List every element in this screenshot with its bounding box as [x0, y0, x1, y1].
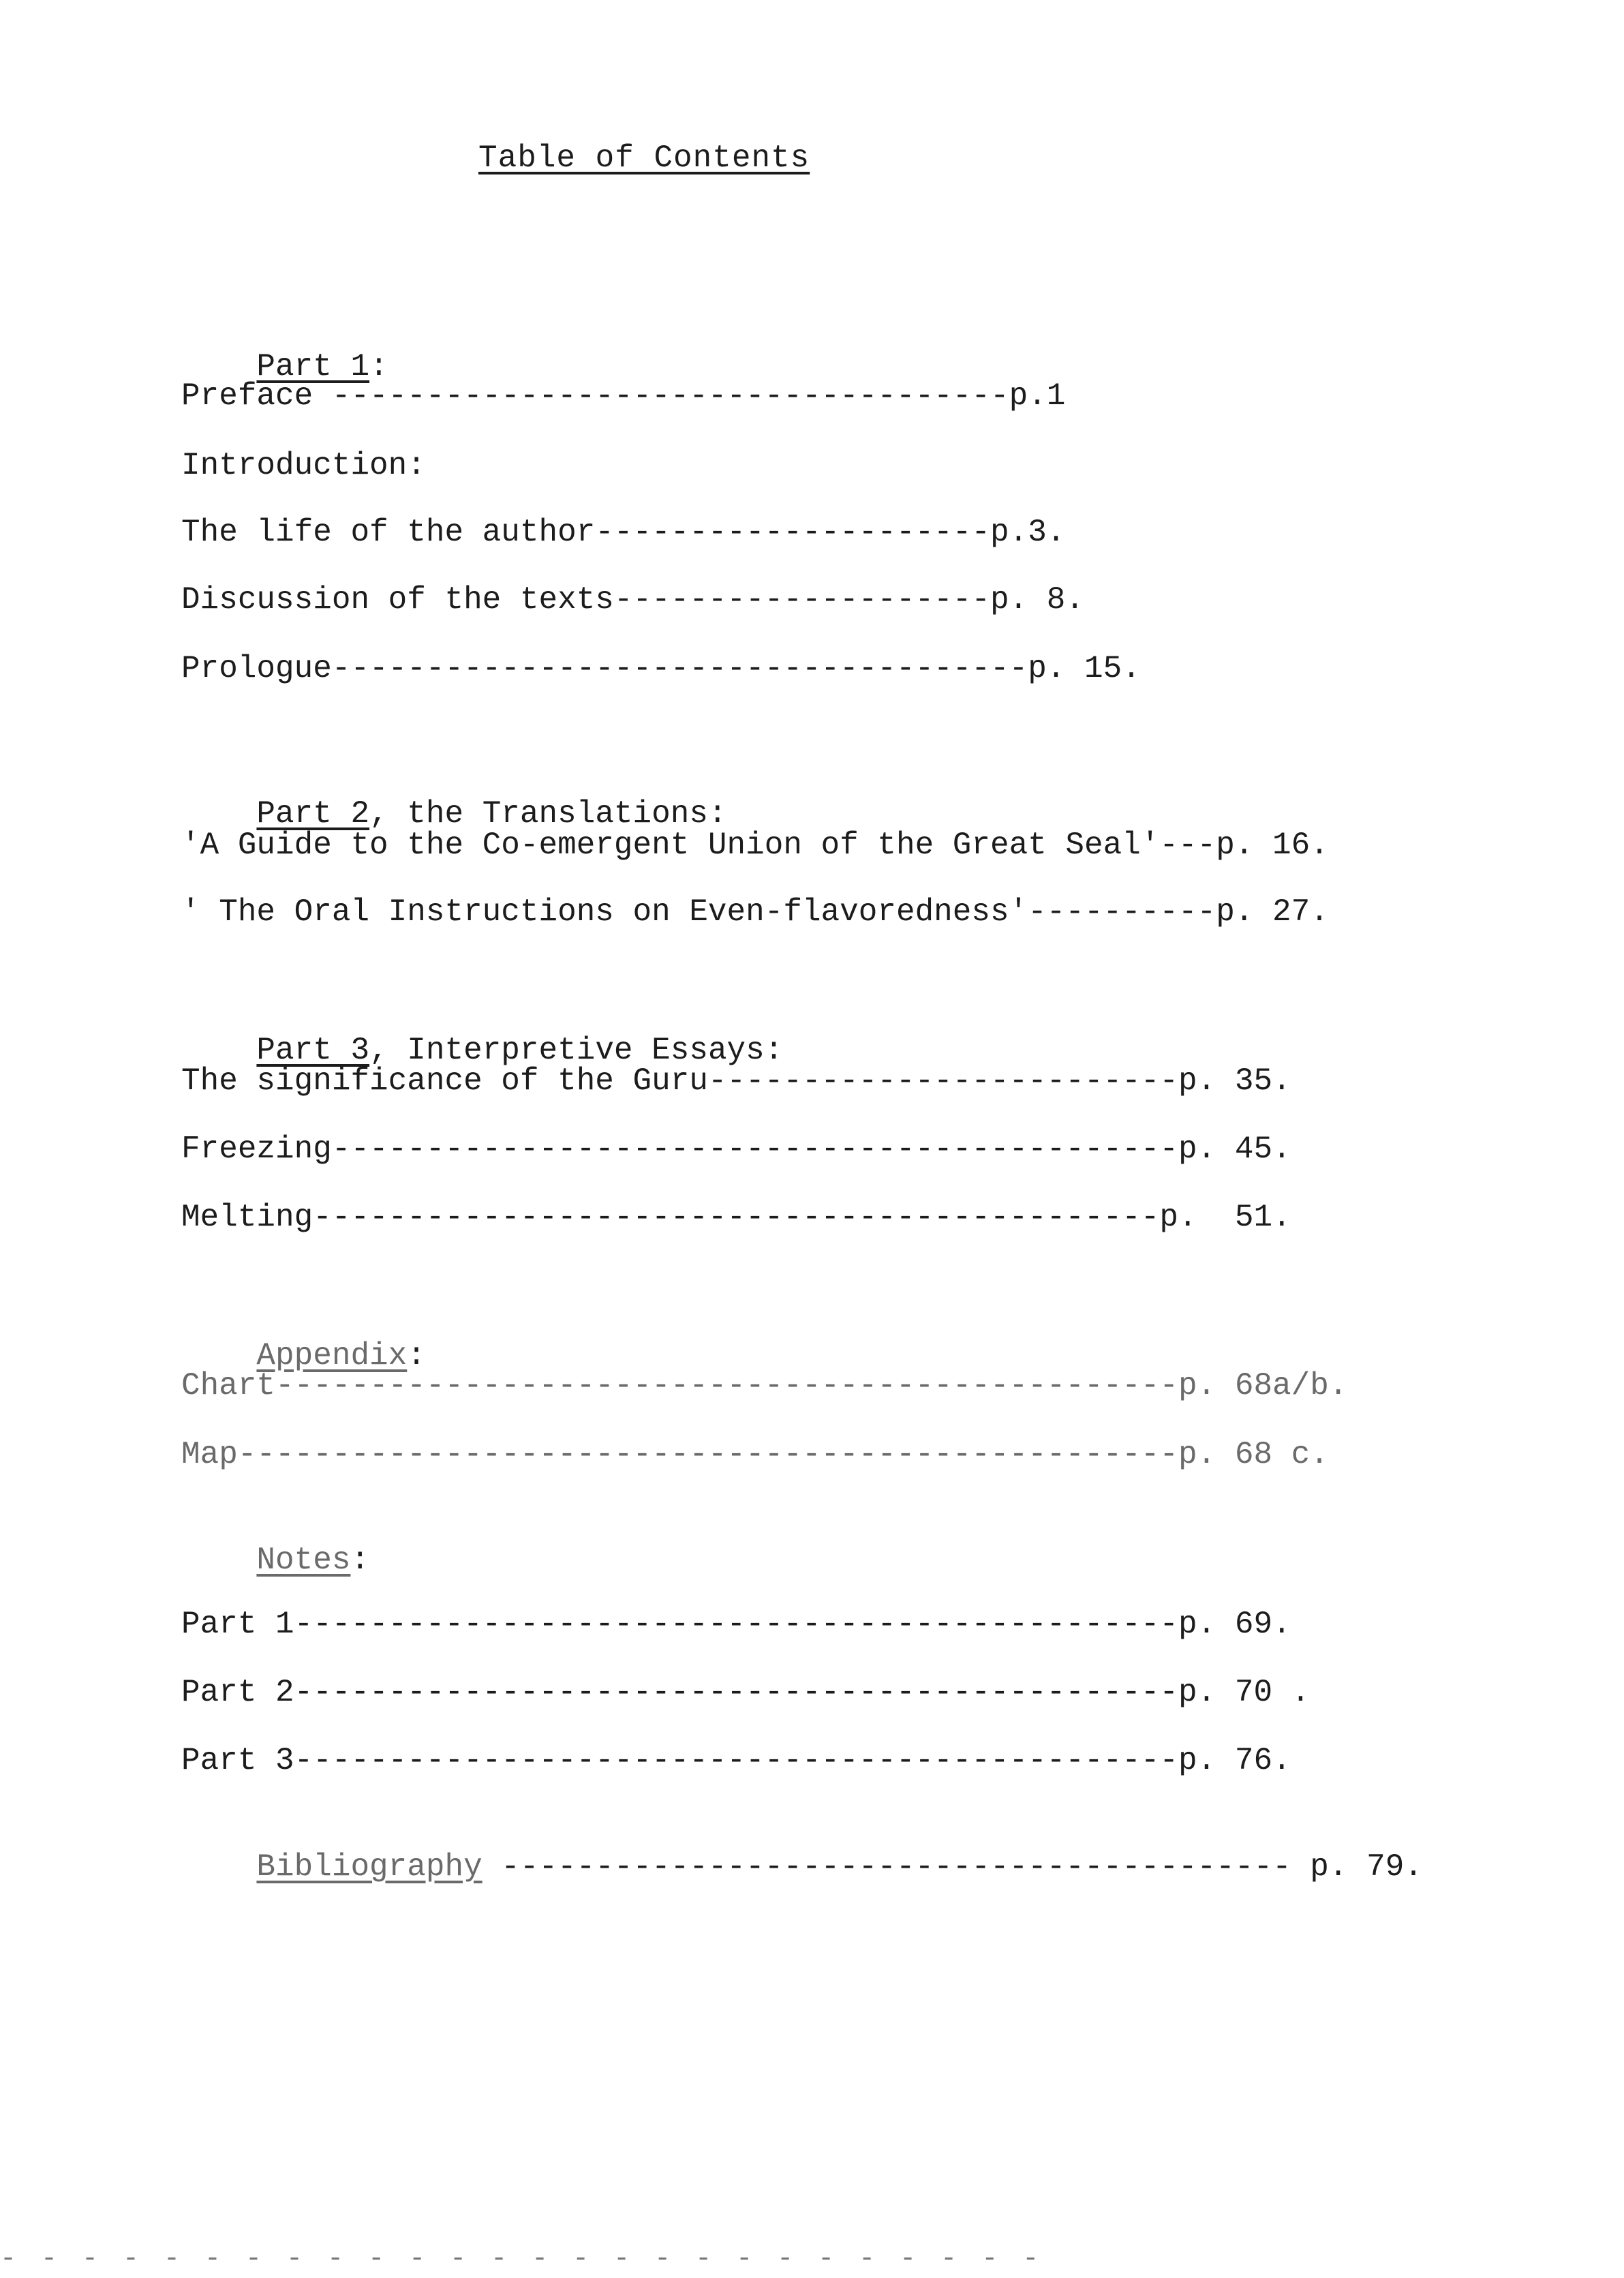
part-2-heading-suffix: , the Translations:	[369, 796, 727, 832]
toc-entry-guide: 'A Guide to the Co-emergent Union of the Great Seal'---p. 16.	[181, 827, 1329, 863]
toc-entry-oral-instructions: ' The Oral Instructions on Even-flavoredness'----------p. 27.	[181, 894, 1329, 930]
toc-entry-preface: Preface ------------------------------------p.1	[181, 378, 1066, 414]
appendix-heading-label: Appendix	[256, 1338, 408, 1373]
toc-entry-map: Map--------------------------------------------------p. 68 c.	[181, 1437, 1329, 1472]
notes-heading	[181, 1503, 369, 1618]
notes-heading-label: Notes	[256, 1543, 351, 1578]
toc-entry-introduction: Introduction:	[181, 448, 426, 483]
toc-entry-prologue: Prologue-------------------------------------p. 15.	[181, 651, 1141, 686]
toc-entry-freezing: Freezing---------------------------------------------p. 45.	[181, 1132, 1291, 1167]
toc-entry-guru: The significance of the Guru-------------------------p. 35.	[181, 1063, 1291, 1099]
page-title: Table of Contents	[478, 140, 810, 176]
part-1-heading-suffix: :	[369, 349, 388, 384]
toc-entry-notes-part-1: Part 1-----------------------------------------------p. 69.	[181, 1607, 1291, 1642]
bibliography-entry: ------------------------------------------ p. 79.	[482, 1849, 1423, 1885]
bibliography-heading-label: Bibliography	[256, 1849, 482, 1885]
appendix-heading-suffix: :	[407, 1338, 426, 1373]
part-1-heading-label: Part 1	[256, 349, 370, 384]
footer-dashes: - - - - - - - - - - - - - - - - - - - - - - - - - -	[0, 2244, 1043, 2275]
toc-entry-chart: Chart------------------------------------------------p. 68a/b.	[181, 1368, 1348, 1403]
part-2-heading-label: Part 2	[256, 796, 370, 832]
toc-entry-melting: Melting---------------------------------------------p. 51.	[181, 1200, 1291, 1235]
toc-entry-life-of-author: The life of the author---------------------p.3.	[181, 515, 1066, 550]
toc-entry-notes-part-2: Part 2-----------------------------------------------p. 70 .	[181, 1675, 1311, 1710]
toc-entry-bibliography	[181, 1810, 1423, 1924]
part-3-heading-label: Part 3	[256, 1033, 370, 1068]
notes-heading-suffix: :	[350, 1543, 370, 1578]
toc-entry-notes-part-3: Part 3-----------------------------------------------p. 76.	[181, 1743, 1291, 1778]
part-3-heading-suffix: , Interpretive Essays:	[369, 1033, 784, 1068]
toc-entry-discussion: Discussion of the texts--------------------p. 8.	[181, 582, 1085, 618]
